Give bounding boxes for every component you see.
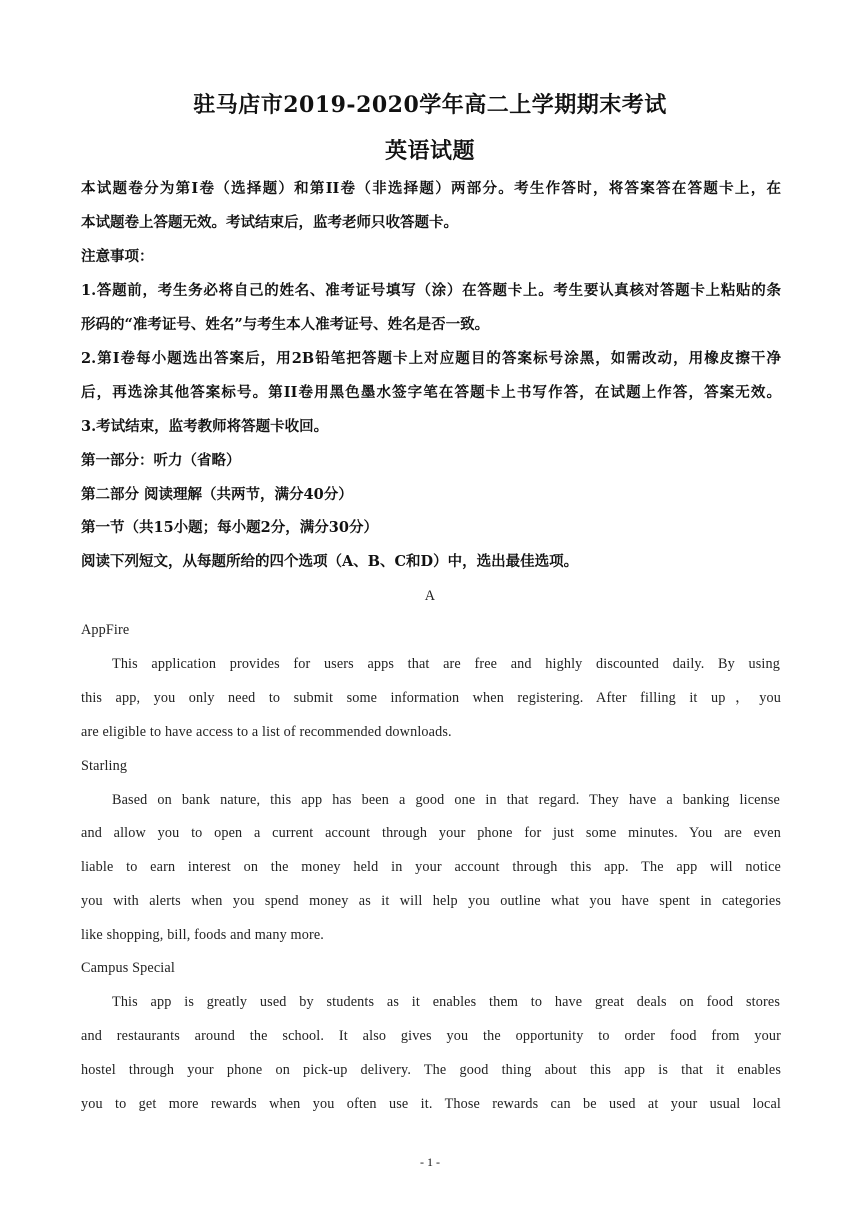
reading-instruction: 阅读下列短文，从每题所给的四个选项（A、B、C和D）中，选出最佳选项。 (81, 553, 579, 570)
passage-line: this app, you only need to submit some information when registering. After filling it up，you (81, 690, 781, 706)
notice-line: 后，再选涂其他答案标号。第II卷用黑色墨水签字笔在答题卡上书写作答，在试题上作答，答案无效。 (81, 384, 781, 401)
app-name-starling: Starling (81, 758, 128, 774)
exam-title: 驻马店市2019-2020学年高二上学期期末考试 (193, 92, 667, 118)
app-name-campus-special: Campus Special (81, 960, 175, 976)
notice-line: 形码的“准考证号、姓名”与考生本人准考证号、姓名是否一致。 (81, 316, 490, 333)
passage-line: liable to earn interest on the money held in your account through this app. The app will notice (81, 859, 781, 875)
passage-label: A (424, 588, 436, 604)
notice-line: 3.考试结束，监考教师将答题卡收回。 (81, 418, 329, 435)
passage-line: This application provides for users apps that are free and highly discounted daily. By using (112, 656, 780, 672)
passage-line: hostel through your phone on pick-up delivery. The good thing about this app is that it enables (81, 1062, 781, 1078)
passage-line: and allow you to open a current account through your phone for just some minutes. You are even (81, 825, 781, 841)
section-one-heading: 第一节（共15小题；每小题2分，满分30分） (81, 519, 378, 536)
app-name-appfire: AppFire (81, 622, 130, 638)
intro-line: 本试题卷上答题无效。考试结束后，监考老师只收答题卡。 (81, 214, 458, 231)
notice-line: 2.第I卷每小题选出答案后，用2B铅笔把答题卡上对应题目的答案标号涂黑，如需改动，用橡皮擦干净 (81, 350, 781, 367)
passage-line: and restaurants around the school. It also gives you the opportunity to order food from your (81, 1028, 781, 1044)
part-one-heading: 第一部分：听力（省略） (81, 452, 241, 469)
passage-line: like shopping, bill, foods and many more. (81, 927, 324, 943)
notice-line: 1.答题前，考生务必将自己的姓名、准考证号填写（涂）在答题卡上。考生要认真核对答题卡上粘贴的条 (81, 282, 781, 299)
passage-line: you with alerts when you spend money as it will help you outline what you have spent in categories (81, 893, 781, 909)
passage-line: you to get more rewards when you often use it. Those rewards can be used at your usual local (81, 1096, 781, 1112)
part-two-heading: 第二部分 阅读理解（共两节，满分40分） (81, 486, 353, 503)
page-number: - 1 - (420, 1155, 440, 1169)
notice-heading: 注意事项： (81, 248, 154, 265)
passage-line: are eligible to have access to a list of recommended downloads. (81, 724, 452, 740)
passage-line: Based on bank nature, this app has been a good one in that regard. They have a banking license (112, 792, 780, 808)
passage-line: This app is greatly used by students as it enables them to have great deals on food stores (112, 994, 780, 1010)
intro-line: 本试题卷分为第I卷（选择题）和第II卷（非选择题）两部分。考生作答时，将答案答在答题卡上，在 (81, 180, 781, 197)
exam-subtitle: 英语试题 (384, 138, 475, 164)
